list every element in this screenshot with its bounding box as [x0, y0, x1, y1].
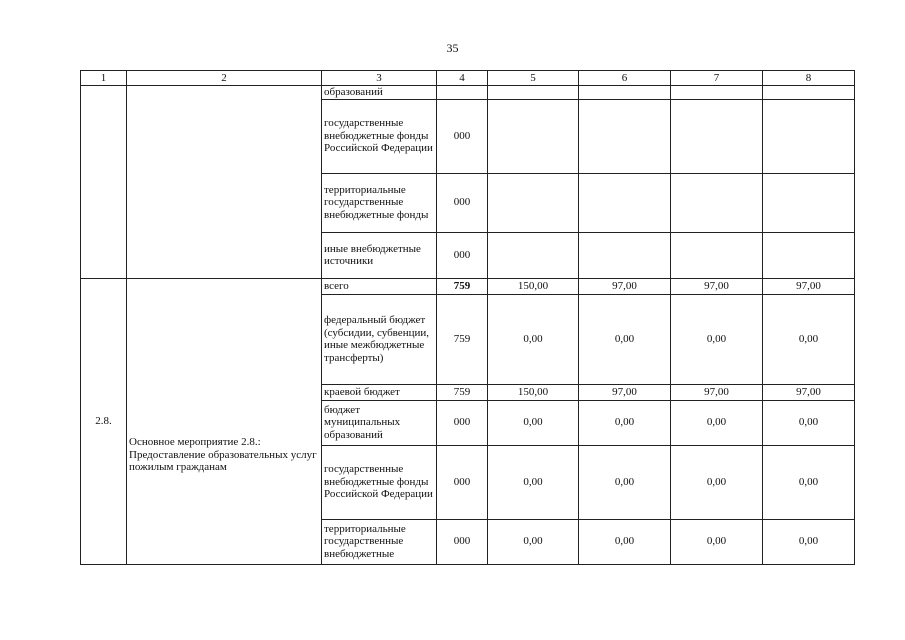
value-cell [488, 173, 579, 232]
title-cell [127, 278, 322, 564]
value-cell [579, 86, 671, 100]
value-cell: 97,00 [671, 278, 763, 294]
value-cell [579, 99, 671, 173]
table-row [81, 86, 855, 100]
value-cell: 97,00 [671, 384, 763, 400]
value-cell [763, 86, 855, 100]
code-cell: 000 [437, 99, 488, 173]
value-cell: 0,00 [671, 294, 763, 384]
value-cell [579, 173, 671, 232]
value-cell: 150,00 [488, 278, 579, 294]
title-cell [127, 86, 322, 279]
value-cell [488, 232, 579, 278]
code-cell: 000 [437, 519, 488, 564]
value-cell: 0,00 [488, 294, 579, 384]
value-cell: 0,00 [763, 294, 855, 384]
value-cell [763, 173, 855, 232]
value-cell: 97,00 [763, 384, 855, 400]
value-cell: 0,00 [579, 519, 671, 564]
value-cell: 97,00 [579, 278, 671, 294]
value-cell [671, 86, 763, 100]
source-cell: территориальные государственные внебюджетные фонды [322, 173, 437, 232]
value-cell: 0,00 [488, 519, 579, 564]
value-cell [763, 99, 855, 173]
activity-title: Основное мероприятие 2.8.: Предоставление образовательных услуг пожилым гражданам [129, 436, 317, 474]
col-header: 1 [81, 71, 127, 86]
value-cell: 0,00 [579, 400, 671, 445]
value-cell [488, 86, 579, 100]
table-row [81, 278, 855, 294]
code-cell: 759 [437, 294, 488, 384]
col-header: 5 [488, 71, 579, 86]
code-cell: 000 [437, 445, 488, 519]
col-header: 7 [671, 71, 763, 86]
value-cell [763, 232, 855, 278]
col-header: 3 [322, 71, 437, 86]
value-cell: 97,00 [763, 278, 855, 294]
value-cell [671, 232, 763, 278]
code-cell: 759 [437, 278, 488, 294]
source-cell: иные внебюджетные источники [322, 232, 437, 278]
code-cell: 000 [437, 173, 488, 232]
header-row [81, 71, 855, 86]
col-header: 2 [127, 71, 322, 86]
code-cell: 759 [437, 384, 488, 400]
value-cell: 0,00 [671, 445, 763, 519]
row-number-cell: 2.8. [81, 278, 127, 564]
value-cell [671, 99, 763, 173]
value-cell: 0,00 [579, 294, 671, 384]
page-number: 35 [446, 41, 459, 55]
value-cell: 0,00 [763, 400, 855, 445]
value-cell [671, 173, 763, 232]
code-cell [437, 86, 488, 100]
source-cell: краевой бюджет [322, 384, 437, 400]
value-cell: 150,00 [488, 384, 579, 400]
value-cell [579, 232, 671, 278]
row-number-cell [81, 86, 127, 279]
col-header: 8 [763, 71, 855, 86]
source-cell: территориальные государственные внебюджетные [322, 519, 437, 564]
value-cell: 0,00 [763, 445, 855, 519]
source-cell: всего [322, 278, 437, 294]
code-cell: 000 [437, 400, 488, 445]
value-cell: 0,00 [488, 445, 579, 519]
col-header: 6 [579, 71, 671, 86]
value-cell: 97,00 [579, 384, 671, 400]
source-cell: государственные внебюджетные фонды Российской Федерации [322, 99, 437, 173]
value-cell: 0,00 [671, 400, 763, 445]
col-header: 4 [437, 71, 488, 86]
budget-table [80, 70, 855, 565]
code-cell: 000 [437, 232, 488, 278]
value-cell: 0,00 [671, 519, 763, 564]
source-cell: федеральный бюджет (субсидии, субвенции, иные межбюджетные трансферты) [322, 294, 437, 384]
value-cell: 0,00 [763, 519, 855, 564]
value-cell: 0,00 [488, 400, 579, 445]
value-cell: 0,00 [579, 445, 671, 519]
value-cell [488, 99, 579, 173]
source-cell: бюджет муниципальных образований [322, 400, 437, 445]
source-cell: образований [322, 86, 437, 100]
source-cell: государственные внебюджетные фонды Российской Федерации [322, 445, 437, 519]
